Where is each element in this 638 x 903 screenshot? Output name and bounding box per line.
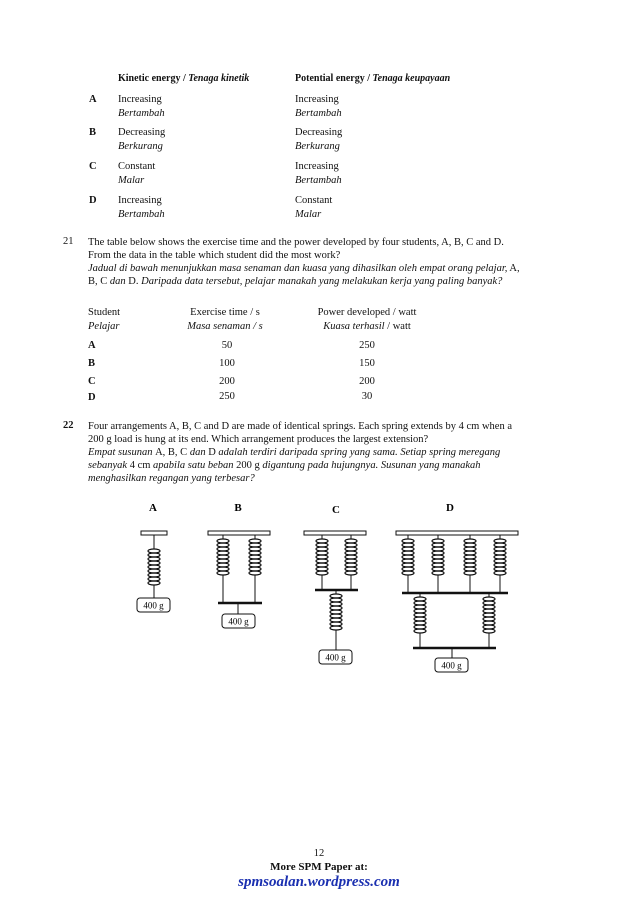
question-22-text-en-1: Four arrangements A, B, C and D are made of identical springs. Each spring extends by 4 cm when a <box>88 421 512 432</box>
table-row-time: 250 <box>219 391 235 402</box>
question-22-text-en-2: 200 g load is hung at its end. Which arrangement produces the largest extension? <box>88 434 429 445</box>
load-400g: 400 g <box>143 600 164 611</box>
load-400g: 400 g <box>228 616 249 627</box>
table-row-student: C <box>88 376 96 387</box>
col-student-header-ms: Pelajar <box>88 321 120 332</box>
arrangement-label-d: D <box>446 502 454 514</box>
col-power-header: Power developed / watt <box>317 307 417 318</box>
question-21-text-en-2: From the data in the table which student did the most work? <box>88 250 341 261</box>
arrangement-label-b: B <box>234 502 242 514</box>
question-22-text-ms-2: sebanyak 4 cm apabila satu beban 200 g digantung pada hujungnya. Susunan yang manakah <box>88 460 481 471</box>
table-row-power: 200 <box>359 376 375 387</box>
kinetic-energy-header: Kinetic energy / Tenaga kinetik <box>118 73 250 84</box>
table-row-student: A <box>88 340 96 351</box>
load-400g: 400 g <box>325 652 346 663</box>
col-time-header-ms: Masa senaman / s <box>187 321 263 332</box>
table-row-time: 50 <box>221 340 233 351</box>
question-22-text-ms-3: menghasilkan regangan yang terbesar? <box>88 473 255 484</box>
arrangement-label-c: C <box>332 504 340 516</box>
col-power-header-ms: Kuasa terhasil / watt <box>323 321 411 332</box>
question-21-text-ms-2: B, C dan D. Daripada data tersebut, pelajar manakah yang melakukan kerja yang paling banyak? <box>88 276 503 287</box>
arrangement-b <box>208 531 270 628</box>
table-row-student: B <box>88 358 96 369</box>
table-row-power: 30 <box>361 391 373 402</box>
footer-more-papers: More SPM Paper at: <box>270 861 368 873</box>
potential-energy-header: Potential energy / Tenaga keupayaan <box>295 73 451 84</box>
arrangement-a <box>137 531 170 612</box>
table-row-student: D <box>88 392 96 403</box>
question-22-text-ms-1: Empat susunan A, B, C dan D adalah terdiri daripada spring yang sama. Setiap spring meregang <box>88 447 501 458</box>
footer-website-link[interactable]: spmsoalan.wordpress.com <box>238 874 400 890</box>
question-22-number: 22 <box>63 420 74 431</box>
arrangement-label-a: A <box>149 502 157 514</box>
question-21-text-ms-1: Jadual di bawah menunjukkan masa senaman dan kuasa yang dihasilkan oleh empat orang pelajar, A, <box>88 263 520 274</box>
table-row-time: 100 <box>219 358 235 369</box>
col-time-header: Exercise time / s <box>190 307 260 318</box>
load-400g: 400 g <box>441 660 462 671</box>
table-row-power: 250 <box>359 340 375 351</box>
page-number: 12 <box>313 848 325 859</box>
question-21-text-en-1: The table below shows the exercise time and the power developed by four students, A, B, C and D. <box>88 237 504 248</box>
arrangement-d <box>396 531 518 672</box>
question-21-number: 21 <box>63 236 74 247</box>
table-row-time: 200 <box>219 376 235 387</box>
col-student-header: Student <box>88 307 121 318</box>
table-row-power: 150 <box>359 358 375 369</box>
arrangement-c <box>304 531 366 664</box>
